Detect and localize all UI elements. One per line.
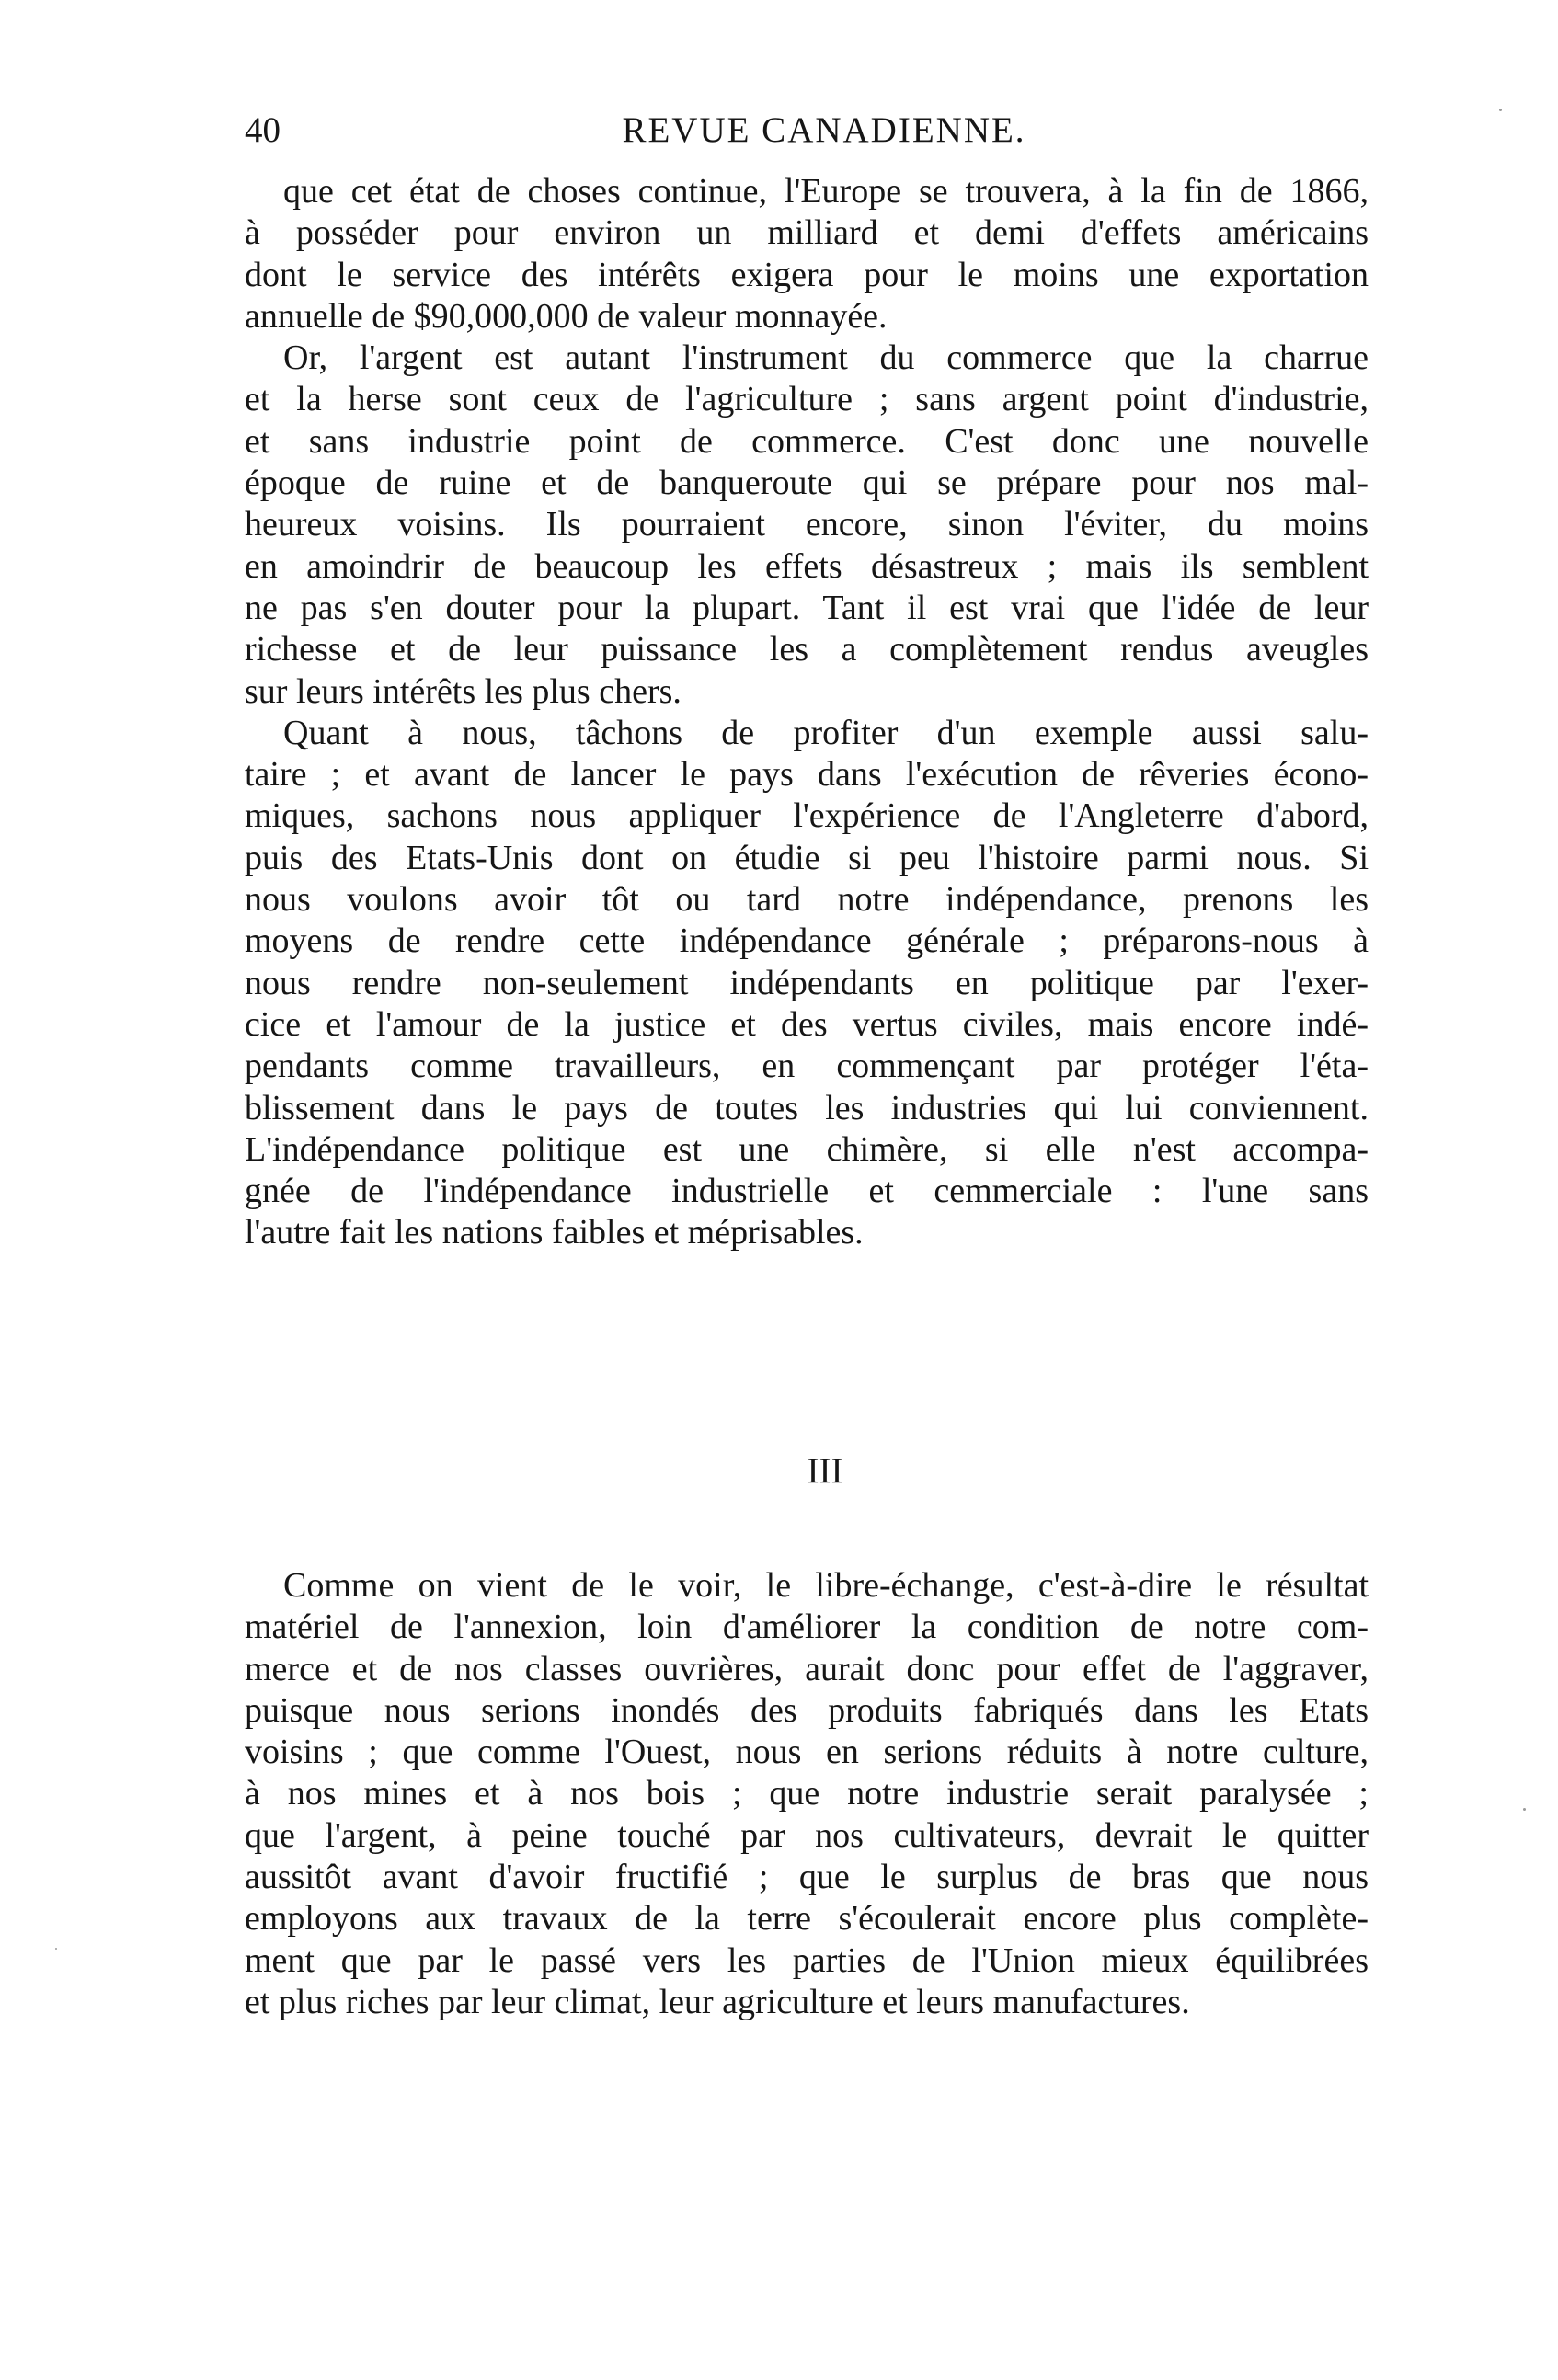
text-line: gnée de l'indépendance industrielle et cemmerciale : l'une sans <box>245 1172 1369 1211</box>
text-line: et plus riches par leur climat, leur agriculture et leurs manufactures. <box>245 1982 1190 2021</box>
text-line: puis des Etats-Unis dont on étudie si peu l'histoire parmi nous. Si <box>245 838 1369 877</box>
text-line: ne pas s'en douter pour la plupart. Tant il est vrai que l'idée de leur <box>245 588 1369 627</box>
paragraph <box>245 713 1369 1254</box>
text-line: sur leurs intérêts les plus chers. <box>245 671 682 711</box>
text-line: Quant à nous, tâchons de profiter d'un exemple aussi salu- <box>283 713 1369 752</box>
text-line: et la herse sont ceux de l'agriculture ; sans argent point d'industrie, <box>245 380 1369 419</box>
text-line: matériel de l'annexion, loin d'améliorer la condition de notre com- <box>245 1608 1369 1647</box>
paragraph <box>245 1565 1369 2023</box>
paper-speck <box>55 1948 57 1950</box>
text-line: que l'argent, à peine touché par nos cultivateurs, devrait le quitter <box>245 1815 1369 1855</box>
text-line: employons aux travaux de la terre s'écoulerait encore plus complète- <box>245 1899 1369 1939</box>
text-line: nous voulons avoir tôt ou tard notre indépendance, prenons les <box>245 880 1369 920</box>
text-line: à posséder pour environ un milliard et demi d'effets américains <box>245 213 1369 253</box>
text-line: pendants comme travailleurs, en commençant par protéger l'éta- <box>245 1047 1369 1086</box>
text-line: heureux voisins. Ils pourraient encore, sinon l'éviter, du moins <box>245 505 1369 544</box>
section-numeral: III <box>807 1451 843 1491</box>
text-line: annuelle de $90,000,000 de valeur monnayée. <box>245 296 888 336</box>
text-line: L'indépendance politique est une chimère, si elle n'est accompa- <box>245 1129 1369 1169</box>
text-line: Or, l'argent est autant l'instrument du commerce que la charrue <box>283 338 1369 378</box>
text-line: moyens de rendre cette indépendance générale ; préparons-nous à <box>245 921 1369 961</box>
text-line: cice et l'amour de la justice et des vertus civiles, mais encore indé- <box>245 1004 1369 1044</box>
text-line: ment que par le passé vers les parties de l'Union mieux équilibrées <box>245 1940 1369 1980</box>
text-line: merce et de nos classes ouvrières, aurait donc pour effet de l'aggraver, <box>245 1649 1369 1688</box>
text-line: taire ; et avant de lancer le pays dans l'exécution de rêveries écono- <box>245 755 1369 795</box>
text-line: époque de ruine et de banqueroute qui se prépare pour nos mal- <box>245 463 1369 503</box>
text-line: à nos mines et à nos bois ; que notre industrie serait paralysée ; <box>245 1774 1369 1814</box>
text-line: nous rendre non-seulement indépendants en politique par l'exer- <box>245 963 1369 1002</box>
text-line: richesse et de leur puissance les a complètement rendus aveugles <box>245 630 1369 669</box>
text-line: blissement dans le pays de toutes les industries qui lui conviennent. <box>245 1088 1369 1127</box>
text-line: en amoindrir de beaucoup les effets désastreux ; mais ils semblent <box>245 546 1369 586</box>
page-number: 40 <box>245 110 281 150</box>
text-line: que cet état de choses continue, l'Europe se trouvera, à la fin de 1866, <box>283 172 1369 211</box>
text-line: et sans industrie point de commerce. C'est donc une nouvelle <box>245 421 1369 461</box>
text-block-before-section <box>245 171 1369 1254</box>
running-title: REVUE CANADIENNE. <box>622 110 1026 150</box>
text-line: dont le service des intérêts exigera pour le moins une exportation <box>245 255 1369 294</box>
running-header <box>245 103 1367 158</box>
text-line: aussitôt avant d'avoir fructifié ; que le surplus de bras que nous <box>245 1858 1369 1897</box>
text-block-after-section <box>245 1565 1369 2023</box>
text-line: puisque nous serions inondés des produits fabriqués dans les Etats <box>245 1690 1369 1730</box>
paragraph <box>245 171 1369 338</box>
paper-speck <box>1499 109 1502 111</box>
paper-speck <box>1523 1808 1526 1811</box>
paragraph <box>245 338 1369 713</box>
text-line: miques, sachons nous appliquer l'expérience de l'Angleterre d'abord, <box>245 796 1369 836</box>
text-line: voisins ; que comme l'Ouest, nous en serions réduits à notre culture, <box>245 1733 1369 1772</box>
text-line: l'autre fait les nations faibles et méprisables. <box>245 1213 864 1253</box>
text-line: Comme on vient de le voir, le libre-échange, c'est-à-dire le résultat <box>283 1566 1369 1605</box>
